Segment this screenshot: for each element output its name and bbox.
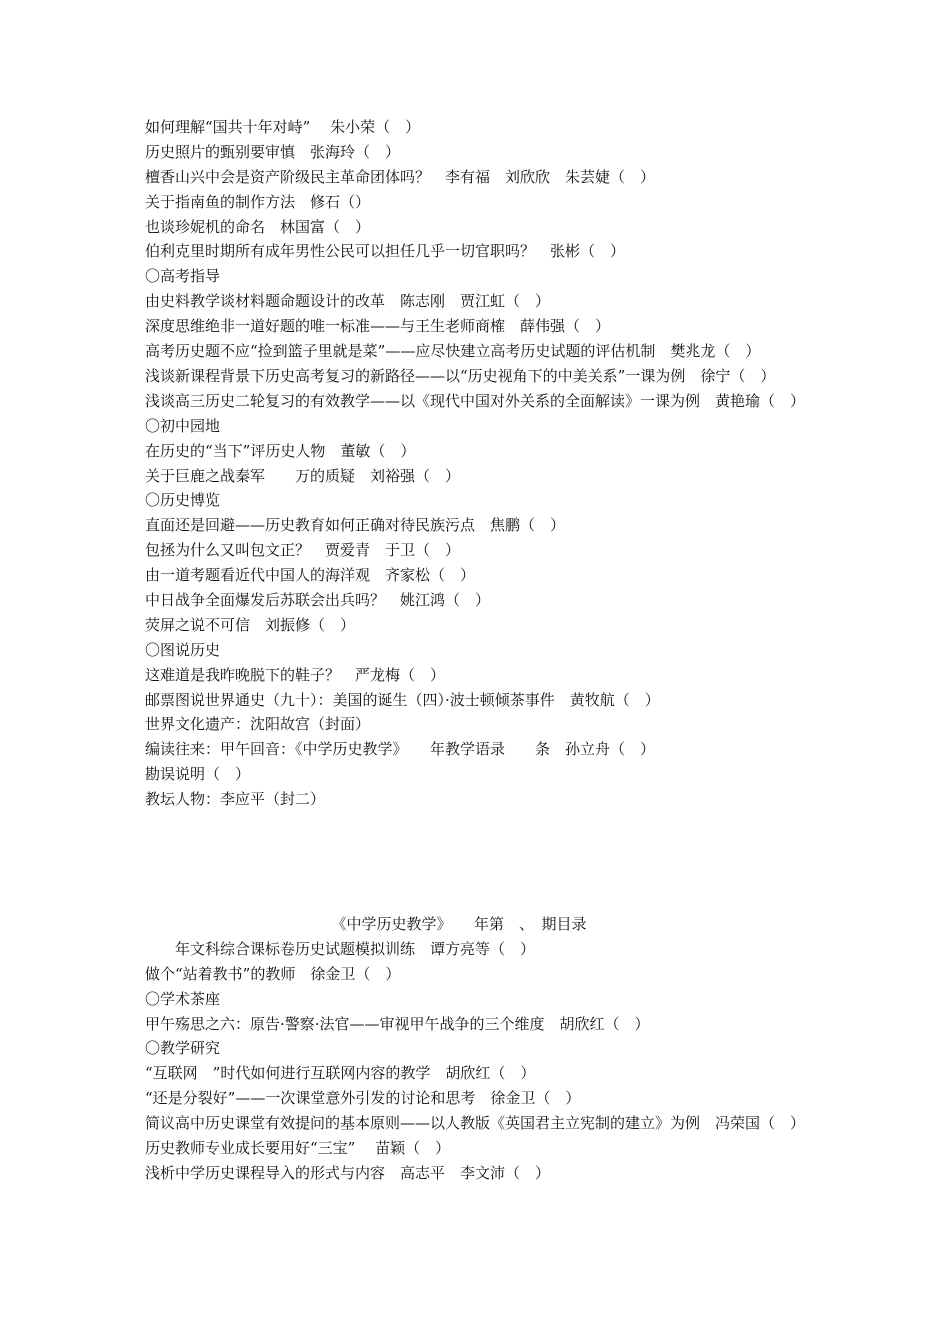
toc-entry: 伯利克里时期所有成年男性公民可以担任几乎一切官职吗？ 张彬（ ） [145,242,626,261]
toc-entry: 荧屏之说不可信 刘振修（ ） [145,615,356,634]
toc-entry: 做个“站着教书”的教师 徐金卫（ ） [145,964,401,983]
toc-entry: 年文科综合课标卷历史试题模拟训练 谭方亮等（ ） [145,939,536,958]
toc-title: 《中学历史教学》 年第 、 期目录 [331,915,587,933]
toc-entry: 历史照片的甄别要审慎 张海玲（ ） [145,142,401,161]
section-heading: 〇学术茶座 [145,989,221,1008]
toc-entry: 深度思维绝非一道好题的唯一标准——与王生老师商榷 薛伟强（ ） [145,317,611,336]
toc-section-1 [145,115,813,812]
section-heading: 〇图说历史 [145,640,221,659]
toc-entry: 甲午殇思之六：原告·警察·法官——审视甲午战争的三个维度 胡欣红（ ） [145,1014,650,1033]
toc-entry: “还是分裂好”——一次课堂意外引发的讨论和思考 徐金卫（ ） [145,1089,581,1108]
toc-entry: 这难道是我昨晚脱下的鞋子？ 严龙梅（ ） [145,665,446,684]
toc-entry: 邮票图说世界通史（九十）：美国的诞生（四）·波士顿倾茶事件 黄牧航（ ） [145,690,660,709]
section-heading: 〇历史博览 [145,491,221,510]
toc-entry: 教坛人物：李应平（封二） [145,790,326,809]
toc-entry: 世界文化遗产：沈阳故宫（封面） [145,715,371,734]
toc-entry: 简议高中历史课堂有效提问的基本原则——以人教版《英国君主立宪制的建立》为例 冯荣国（ ） [145,1114,806,1133]
toc-section-2 [145,912,813,1186]
toc-entry: 关于指南鱼的制作方法 修石（） [145,192,371,211]
toc-entry: 浅析中学历史课程导入的形式与内容 高志平 李文沛（ ） [145,1163,551,1182]
toc-entry: 如何理解“国共十年对峙” 朱小荣（ ） [145,118,421,136]
toc-entry: 关于巨鹿之战秦军 万的质疑 刘裕强（ ） [145,466,461,485]
toc-entry: 浅谈新课程背景下历史高考复习的新路径——以“历史视角下的中美关系”一课为例 徐宁（ ） [145,366,776,385]
toc-entry: 包拯为什么又叫包文正？ 贾爱青 于卫（ ） [145,541,461,560]
section-heading: 〇教学研究 [145,1039,221,1058]
toc-entry: 也谈珍妮机的命名 林国富（ ） [145,217,371,236]
toc-entry: 高考历史题不应“捡到篮子里就是菜”——应尽快建立高考历史试题的评估机制 樊兆龙（ ） [145,342,761,361]
toc-entry: “互联网 ”时代如何进行互联网内容的教学 胡欣红（ ） [145,1064,536,1083]
section-heading: 〇初中园地 [145,416,221,435]
toc-entry: 勘误说明（ ） [145,765,251,784]
toc-entry: 在历史的“当下”评历史人物 董敏（ ） [145,441,416,460]
toc-entry: 中日战争全面爆发后苏联会出兵吗？ 姚江鸿（ ） [145,590,491,609]
toc-entry: 浅谈高三历史二轮复习的有效教学——以《现代中国对外关系的全面解读》一课为例 黄艳瑜（ ） [145,391,806,410]
toc-entry: 由一道考题看近代中国人的海洋观 齐家松（ ） [145,566,476,585]
section-heading: 〇高考指导 [145,267,221,286]
toc-entry: 编读往来：甲午回音：《中学历史教学》 年教学语录 条 孙立舟（ ） [145,740,656,759]
toc-entry: 直面还是回避——历史教育如何正确对待民族污点 焦鹏（ ） [145,516,566,535]
toc-entry: 历史教师专业成长要用好“三宝” 苗颖（ ） [145,1139,451,1158]
toc-entry: 由史料教学谈材料题命题设计的改革 陈志刚 贾江虹（ ） [145,292,551,311]
toc-entry: 檀香山兴中会是资产阶级民主革命团体吗？ 李有福 刘欣欣 朱芸婕（ ） [145,167,656,186]
